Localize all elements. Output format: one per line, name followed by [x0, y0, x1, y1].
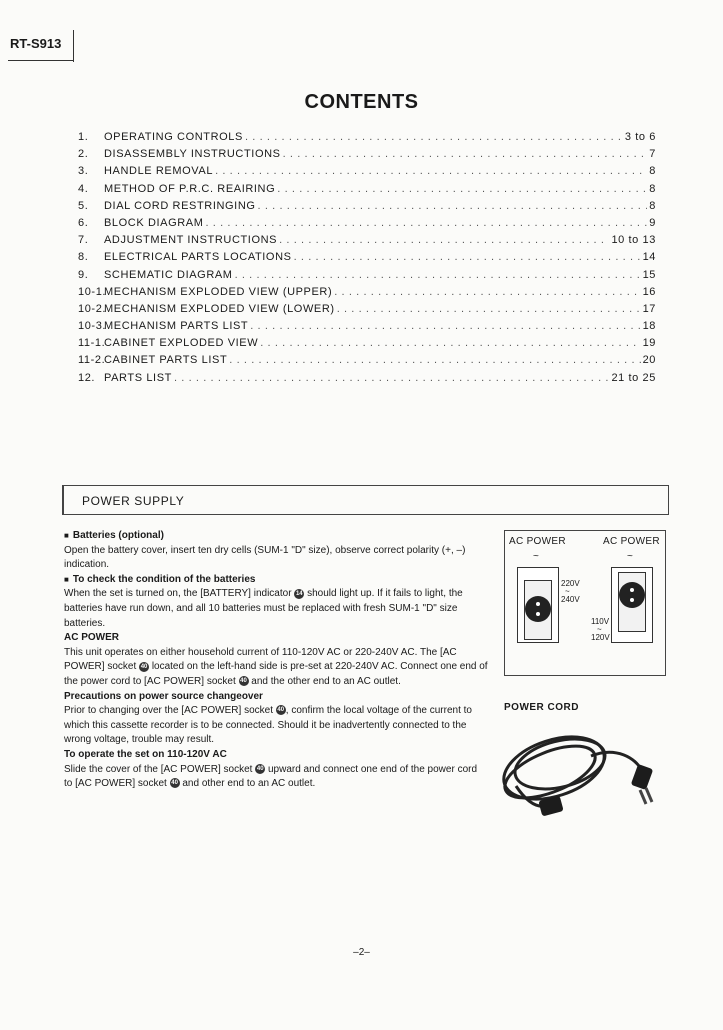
toc-leader-dots — [174, 372, 609, 384]
toc-number: 12. — [78, 371, 96, 384]
toc-number: 8. — [78, 251, 89, 264]
toc-number: 5. — [78, 199, 89, 212]
toc-page: 21 to 25 — [611, 371, 656, 384]
toc-page: 8 — [649, 199, 656, 212]
ref-40-icon: 40 — [171, 780, 178, 787]
toc-number: 3. — [78, 165, 89, 178]
ac-power-label-right: AC POWER — [603, 536, 660, 547]
socket-panel-220v — [517, 567, 559, 643]
power-supply-text — [64, 529, 488, 792]
toc-leader-dots — [279, 234, 609, 246]
ac-tilde-left: ~ — [533, 551, 539, 562]
ref-40-icon: 40 — [240, 678, 247, 685]
toc-leader-dots — [334, 286, 640, 298]
toc-page: 8 — [649, 165, 656, 178]
toc-row — [78, 131, 656, 148]
operate-heading: To operate the set on 110-120V AC — [64, 748, 227, 760]
toc-leader-dots — [277, 183, 647, 195]
voltage-110v: 110V — [591, 617, 610, 626]
toc-row — [78, 269, 656, 286]
toc-number: 10-1. — [78, 285, 107, 298]
ac-socket-icon — [619, 582, 645, 608]
toc-row — [78, 217, 656, 234]
operate-text: Slide the cover of the [AC POWER] socket 40 upward and connect one end of the power cord to [AC POWER] socket 40 and other end to an AC outlet. — [64, 763, 478, 790]
check-text: When the set is turned on, the [BATTERY] indicator 14 should light up. If it fails to light, the batteries have run down, and all 10 batteries must be replaced with fresh SUM-1 "D" size batteries. — [64, 588, 463, 629]
toc-number: 10-3. — [78, 320, 107, 333]
toc-row — [78, 337, 656, 354]
toc-title: CABINET EXPLODED VIEW — [104, 337, 259, 350]
toc-leader-dots — [294, 251, 641, 263]
toc-page: 15 — [642, 268, 656, 281]
toc-row — [78, 354, 656, 371]
toc-row — [78, 320, 656, 337]
toc-row — [78, 372, 656, 389]
voltage-220v: 220V — [561, 579, 580, 588]
batteries-heading: Batteries (optional) — [72, 530, 164, 541]
toc-number: 9. — [78, 268, 89, 281]
ref-40-icon: 40 — [256, 765, 264, 772]
toc-row — [78, 251, 656, 268]
ref-40-icon: 40 — [140, 663, 148, 670]
precautions-heading: Precautions on power source changeover — [64, 690, 263, 702]
table-of-contents — [78, 131, 656, 389]
toc-leader-dots — [283, 148, 648, 160]
header-divider-vertical — [73, 30, 74, 62]
toc-page: 9 — [649, 216, 656, 229]
toc-number: 6. — [78, 216, 89, 229]
ac-power-text: This unit operates on either household current of 110-120V AC or 220-240V AC. The [AC POWER] socket 40 located on the left-hand side is pre-set at 220-240V AC. Connect one end of the power cord to [AC POWER] socket 40 and the other end to an AC outlet. — [64, 646, 488, 687]
toc-number: 11-1. — [78, 337, 106, 350]
toc-page: 7 — [649, 148, 656, 161]
model-number: RT-S913 — [10, 36, 62, 51]
toc-title: PARTS LIST — [104, 371, 172, 384]
toc-leader-dots — [337, 303, 641, 315]
toc-title: DIAL CORD RESTRINGING — [104, 199, 256, 212]
toc-title: BLOCK DIAGRAM — [104, 216, 204, 229]
toc-title: ELECTRICAL PARTS LOCATIONS — [104, 251, 292, 264]
toc-number: 10-2. — [78, 302, 107, 315]
toc-title: ADJUSTMENT INSTRUCTIONS — [104, 234, 278, 247]
batteries-text: Open the battery cover, insert ten dry cells (SUM-1 "D" size), observe correct polarity (+, –) indication. — [64, 544, 466, 571]
toc-page: 16 — [642, 285, 656, 298]
check-heading: To check the condition of the batteries — [72, 573, 256, 585]
toc-title: METHOD OF P.R.C. REAIRING — [104, 182, 276, 195]
toc-leader-dots — [206, 217, 648, 229]
toc-row — [78, 165, 656, 182]
toc-leader-dots — [245, 131, 623, 143]
ref-14-icon: 14 — [295, 590, 303, 597]
toc-row — [78, 148, 656, 165]
power-supply-heading: POWER SUPPLY — [82, 494, 185, 508]
toc-page: 3 to 6 — [624, 131, 656, 143]
ac-socket-icon — [525, 596, 551, 622]
toc-title: HANDLE REMOVAL — [104, 165, 214, 178]
toc-page: 20 — [642, 354, 656, 367]
bullet-icon: ■ — [64, 531, 69, 540]
toc-number: 7. — [78, 234, 89, 247]
toc-row — [78, 286, 656, 303]
power-cord-image — [496, 716, 666, 821]
toc-row — [78, 303, 656, 320]
toc-page: 14 — [642, 251, 656, 264]
ac-power-heading: AC POWER — [64, 632, 119, 644]
toc-title: CABINET PARTS LIST — [104, 354, 228, 367]
socket-panel-110v — [611, 567, 653, 643]
toc-page: 18 — [642, 320, 656, 333]
toc-title: MECHANISM EXPLODED VIEW (UPPER) — [104, 285, 333, 298]
toc-title: SCHEMATIC DIAGRAM — [104, 268, 233, 281]
toc-row — [78, 234, 656, 251]
ref-40-icon: 40 — [277, 707, 285, 714]
toc-number: 11-2. — [78, 354, 106, 367]
toc-number: 4. — [78, 182, 89, 195]
toc-leader-dots — [229, 354, 640, 366]
precautions-text: Prior to changing over the [AC POWER] socket 40 , confirm the local voltage of the current to which this cassette recorder is to be connected. Should it be inadvertently connected to the wrong voltage, trouble may result. — [64, 705, 472, 746]
toc-page: 17 — [642, 302, 656, 315]
power-cord-label: POWER CORD — [504, 702, 579, 713]
ac-power-label-left: AC POWER — [509, 536, 566, 547]
toc-leader-dots — [235, 269, 641, 281]
voltage-tilde: ~ — [565, 587, 570, 596]
toc-leader-dots — [258, 200, 648, 212]
toc-number: 1. — [78, 131, 89, 143]
toc-row — [78, 200, 656, 217]
bullet-icon: ■ — [64, 574, 69, 584]
toc-title: MECHANISM PARTS LIST — [104, 320, 249, 333]
toc-leader-dots — [260, 337, 640, 349]
toc-page: 10 to 13 — [611, 234, 656, 247]
header-divider-horizontal — [8, 60, 74, 61]
toc-row — [78, 183, 656, 200]
toc-title: MECHANISM EXPLODED VIEW (LOWER) — [104, 302, 335, 315]
ac-tilde-right: ~ — [627, 551, 633, 562]
toc-number: 2. — [78, 148, 89, 161]
power-supply-heading-box — [62, 485, 669, 515]
toc-leader-dots — [250, 320, 640, 332]
voltage-tilde: ~ — [597, 625, 602, 634]
toc-page: 8 — [649, 182, 656, 195]
ac-power-socket-diagram — [504, 530, 666, 676]
toc-title: DISASSEMBLY INSTRUCTIONS — [104, 148, 281, 161]
voltage-120v: 120V — [591, 633, 610, 642]
toc-leader-dots — [215, 165, 647, 177]
voltage-240v: 240V — [561, 595, 580, 604]
toc-page: 19 — [642, 337, 656, 350]
toc-title: OPERATING CONTROLS — [104, 131, 243, 143]
page-number: –2– — [353, 947, 370, 958]
page-title: CONTENTS — [304, 91, 419, 113]
